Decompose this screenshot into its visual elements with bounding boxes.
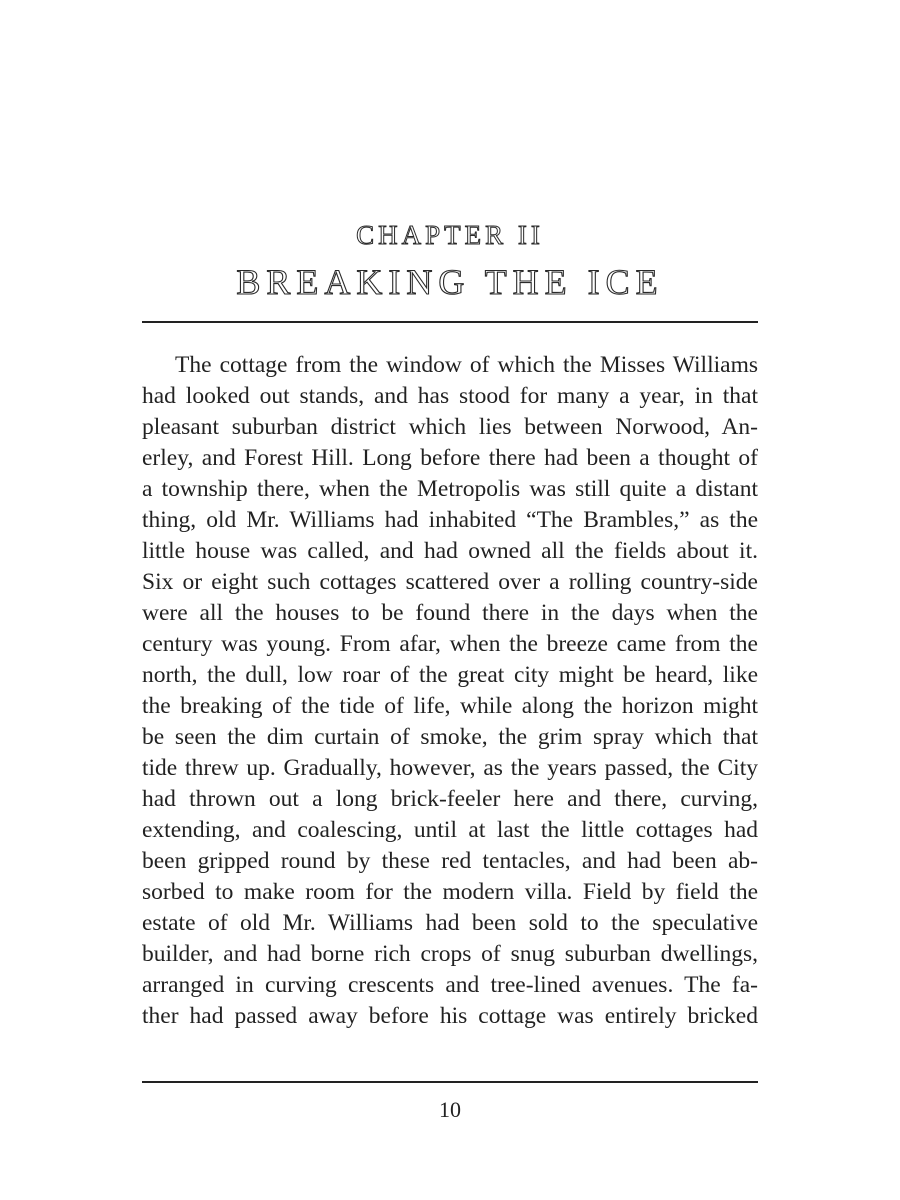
text-line: The cottage from the window of which the Misses Williams — [175, 352, 758, 378]
header-divider — [142, 321, 758, 323]
text-line: a township there, when the Metropolis was still quite a distant — [142, 476, 758, 502]
text-line: were all the houses to be found there in the days when the — [142, 600, 758, 626]
text-line: had thrown out a long brick-feeler here and there, curving, — [142, 786, 758, 812]
body-text — [142, 350, 758, 1032]
text-line: Six or eight such cottages scattered over a rolling country-side — [142, 569, 758, 595]
text-line: sorbed to make room for the modern villa. Field by field the — [142, 879, 758, 905]
text-line: ther had passed away before his cottage was entirely bricked — [142, 1003, 758, 1029]
text-line: had looked out stands, and has stood for many a year, in that — [142, 383, 758, 409]
text-line: north, the dull, low roar of the great city might be heard, like — [142, 662, 758, 688]
text-line: arranged in curving crescents and tree-lined avenues. The fa- — [142, 972, 758, 998]
text-line: the breaking of the tide of life, while along the horizon might — [142, 693, 758, 719]
page-number: 10 — [439, 1097, 461, 1122]
text-line: tide threw up. Gradually, however, as the years passed, the City — [142, 755, 758, 781]
text-line: little house was called, and had owned all the fields about it. — [142, 538, 758, 564]
text-line: builder, and had borne rich crops of snug suburban dwellings, — [142, 941, 758, 967]
text-line: be seen the dim curtain of smoke, the grim spray which that — [142, 724, 758, 750]
text-line: pleasant suburban district which lies between Norwood, An- — [142, 414, 758, 440]
chapter-title: BREAKING THE ICE — [236, 262, 664, 302]
footer-divider — [142, 1081, 758, 1083]
text-line: erley, and Forest Hill. Long before there had been a thought of — [142, 445, 758, 471]
chapter-label: CHAPTER II — [356, 220, 544, 250]
text-line: estate of old Mr. Williams had been sold to the speculative — [142, 910, 758, 936]
text-line: extending, and coalescing, until at last the little cottages had — [142, 817, 758, 843]
text-line: been gripped round by these red tentacles, and had been ab- — [142, 848, 758, 874]
text-line: century was young. From afar, when the breeze came from the — [142, 631, 758, 657]
text-line: thing, old Mr. Williams had inhabited “The Brambles,” as the — [142, 507, 758, 533]
